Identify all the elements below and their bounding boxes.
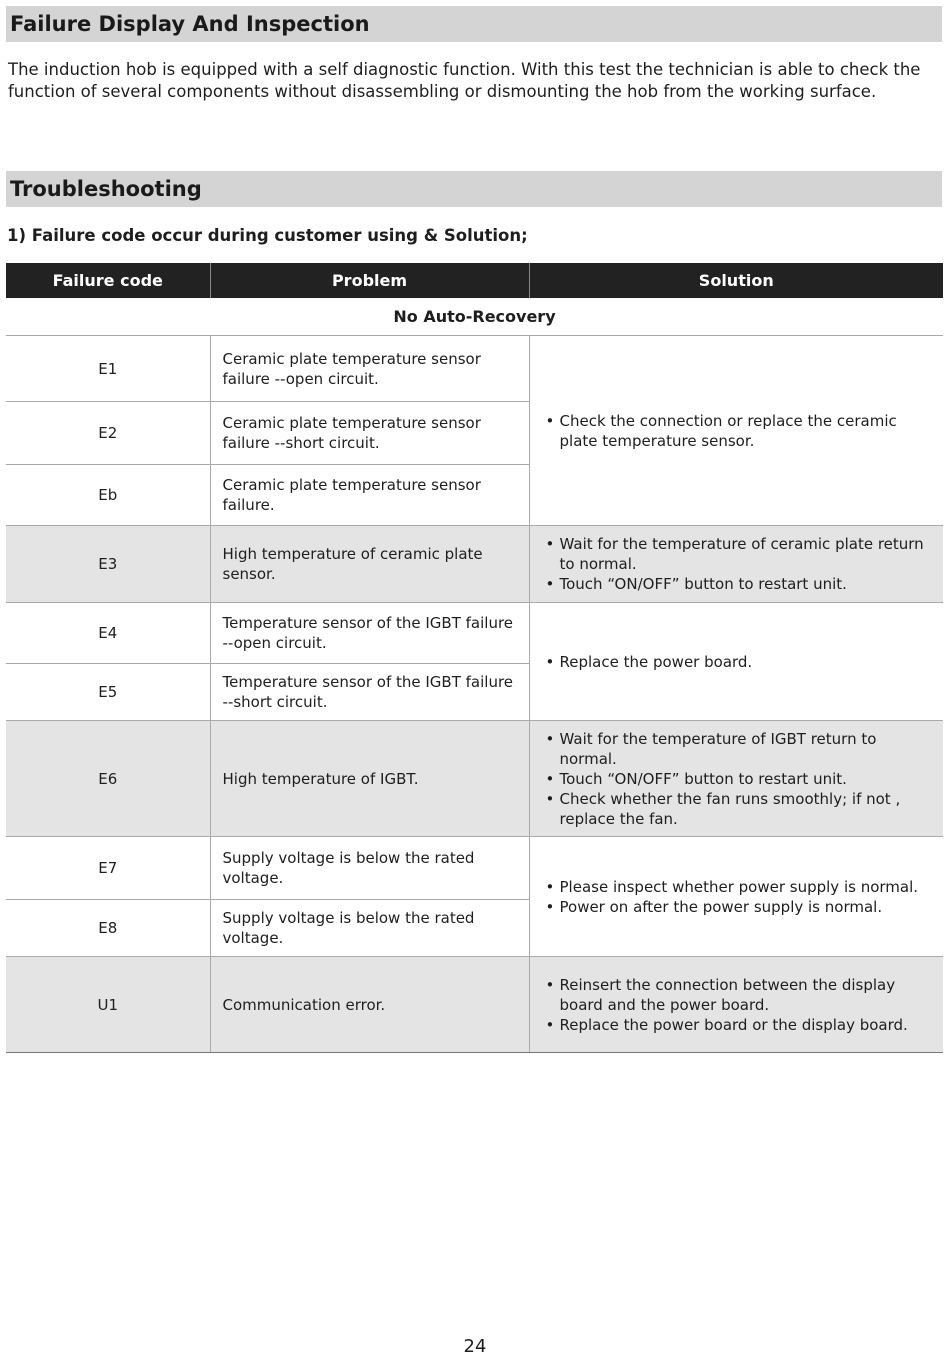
solution-item: • Touch “ON/OFF” button to restart unit. bbox=[546, 574, 936, 594]
solution-item: • Wait for the temperature of ceramic plate return to normal. bbox=[546, 534, 936, 574]
troubleshooting-subheading: 1) Failure code occur during customer using & Solution; bbox=[7, 226, 528, 245]
page-number: 24 bbox=[463, 1336, 487, 1357]
group-label: No Auto-Recovery bbox=[393, 306, 556, 326]
table-row bbox=[6, 721, 943, 837]
problem-text: Ceramic plate temperature sensor failure. bbox=[210, 465, 529, 526]
group-row bbox=[6, 298, 943, 336]
failure-code: E1 bbox=[6, 336, 210, 402]
solution-list bbox=[546, 729, 936, 829]
failure-code: Eb bbox=[6, 465, 210, 526]
problem-text: Ceramic plate temperature sensor failure --short circuit. bbox=[210, 402, 529, 465]
failure-code: E6 bbox=[6, 721, 210, 837]
solution-item: • Reinsert the connection between the display board and the power board. bbox=[546, 975, 936, 1015]
solution-cell bbox=[529, 837, 943, 957]
solution-cell bbox=[529, 336, 943, 526]
solution-item: • Replace the power board or the display board. bbox=[546, 1015, 936, 1035]
problem-text: High temperature of ceramic plate sensor. bbox=[210, 526, 529, 603]
problem-text: Supply voltage is below the rated voltage. bbox=[210, 900, 529, 957]
solution-item: • Replace the power board. bbox=[546, 652, 936, 672]
failure-code: E2 bbox=[6, 402, 210, 465]
section-title-failure-display: Failure Display And Inspection bbox=[6, 6, 942, 42]
solution-cell bbox=[529, 957, 943, 1053]
failure-code: E5 bbox=[6, 664, 210, 721]
solution-item: • Check whether the fan runs smoothly; if not , replace the fan. bbox=[546, 789, 936, 829]
header-problem: Problem bbox=[210, 263, 529, 298]
solution-item: • Please inspect whether power supply is normal. bbox=[546, 877, 936, 897]
solution-list bbox=[546, 975, 936, 1035]
header-failure-code: Failure code bbox=[6, 263, 210, 298]
problem-text: Temperature sensor of the IGBT failure --open circuit. bbox=[210, 603, 529, 664]
section-title-troubleshooting: Troubleshooting bbox=[6, 171, 942, 207]
solution-item: • Wait for the temperature of IGBT return to normal. bbox=[546, 729, 936, 769]
table-row bbox=[6, 526, 943, 603]
solution-item: • Touch “ON/OFF” button to restart unit. bbox=[546, 769, 936, 789]
problem-text: Ceramic plate temperature sensor failure --open circuit. bbox=[210, 336, 529, 402]
solution-list bbox=[546, 877, 936, 917]
failure-code: E4 bbox=[6, 603, 210, 664]
solution-cell bbox=[529, 603, 943, 721]
solution-item: • Power on after the power supply is normal. bbox=[546, 897, 936, 917]
failure-code: E3 bbox=[6, 526, 210, 603]
problem-text: High temperature of IGBT. bbox=[210, 721, 529, 837]
solution-list bbox=[546, 534, 936, 594]
table-header-row bbox=[6, 263, 943, 298]
solution-list bbox=[546, 652, 936, 672]
table-row bbox=[6, 957, 943, 1053]
table-row bbox=[6, 837, 943, 900]
failure-code: E7 bbox=[6, 837, 210, 900]
problem-text: Communication error. bbox=[210, 957, 529, 1053]
solution-cell bbox=[529, 721, 943, 837]
header-solution: Solution bbox=[529, 263, 943, 298]
intro-paragraph: The induction hob is equipped with a self diagnostic function. With this test the technician is able to check the function of several components without disassembling or dismounting the hob from the working surface. bbox=[8, 60, 921, 101]
problem-text: Temperature sensor of the IGBT failure --short circuit. bbox=[210, 664, 529, 721]
solution-item: • Check the connection or replace the ceramic plate temperature sensor. bbox=[546, 411, 936, 451]
failure-code: U1 bbox=[6, 957, 210, 1053]
failure-code-table bbox=[6, 263, 943, 1053]
solution-cell bbox=[529, 526, 943, 603]
solution-list bbox=[546, 411, 936, 451]
table-row bbox=[6, 336, 943, 402]
table-row bbox=[6, 603, 943, 664]
problem-text: Supply voltage is below the rated voltage. bbox=[210, 837, 529, 900]
failure-code: E8 bbox=[6, 900, 210, 957]
